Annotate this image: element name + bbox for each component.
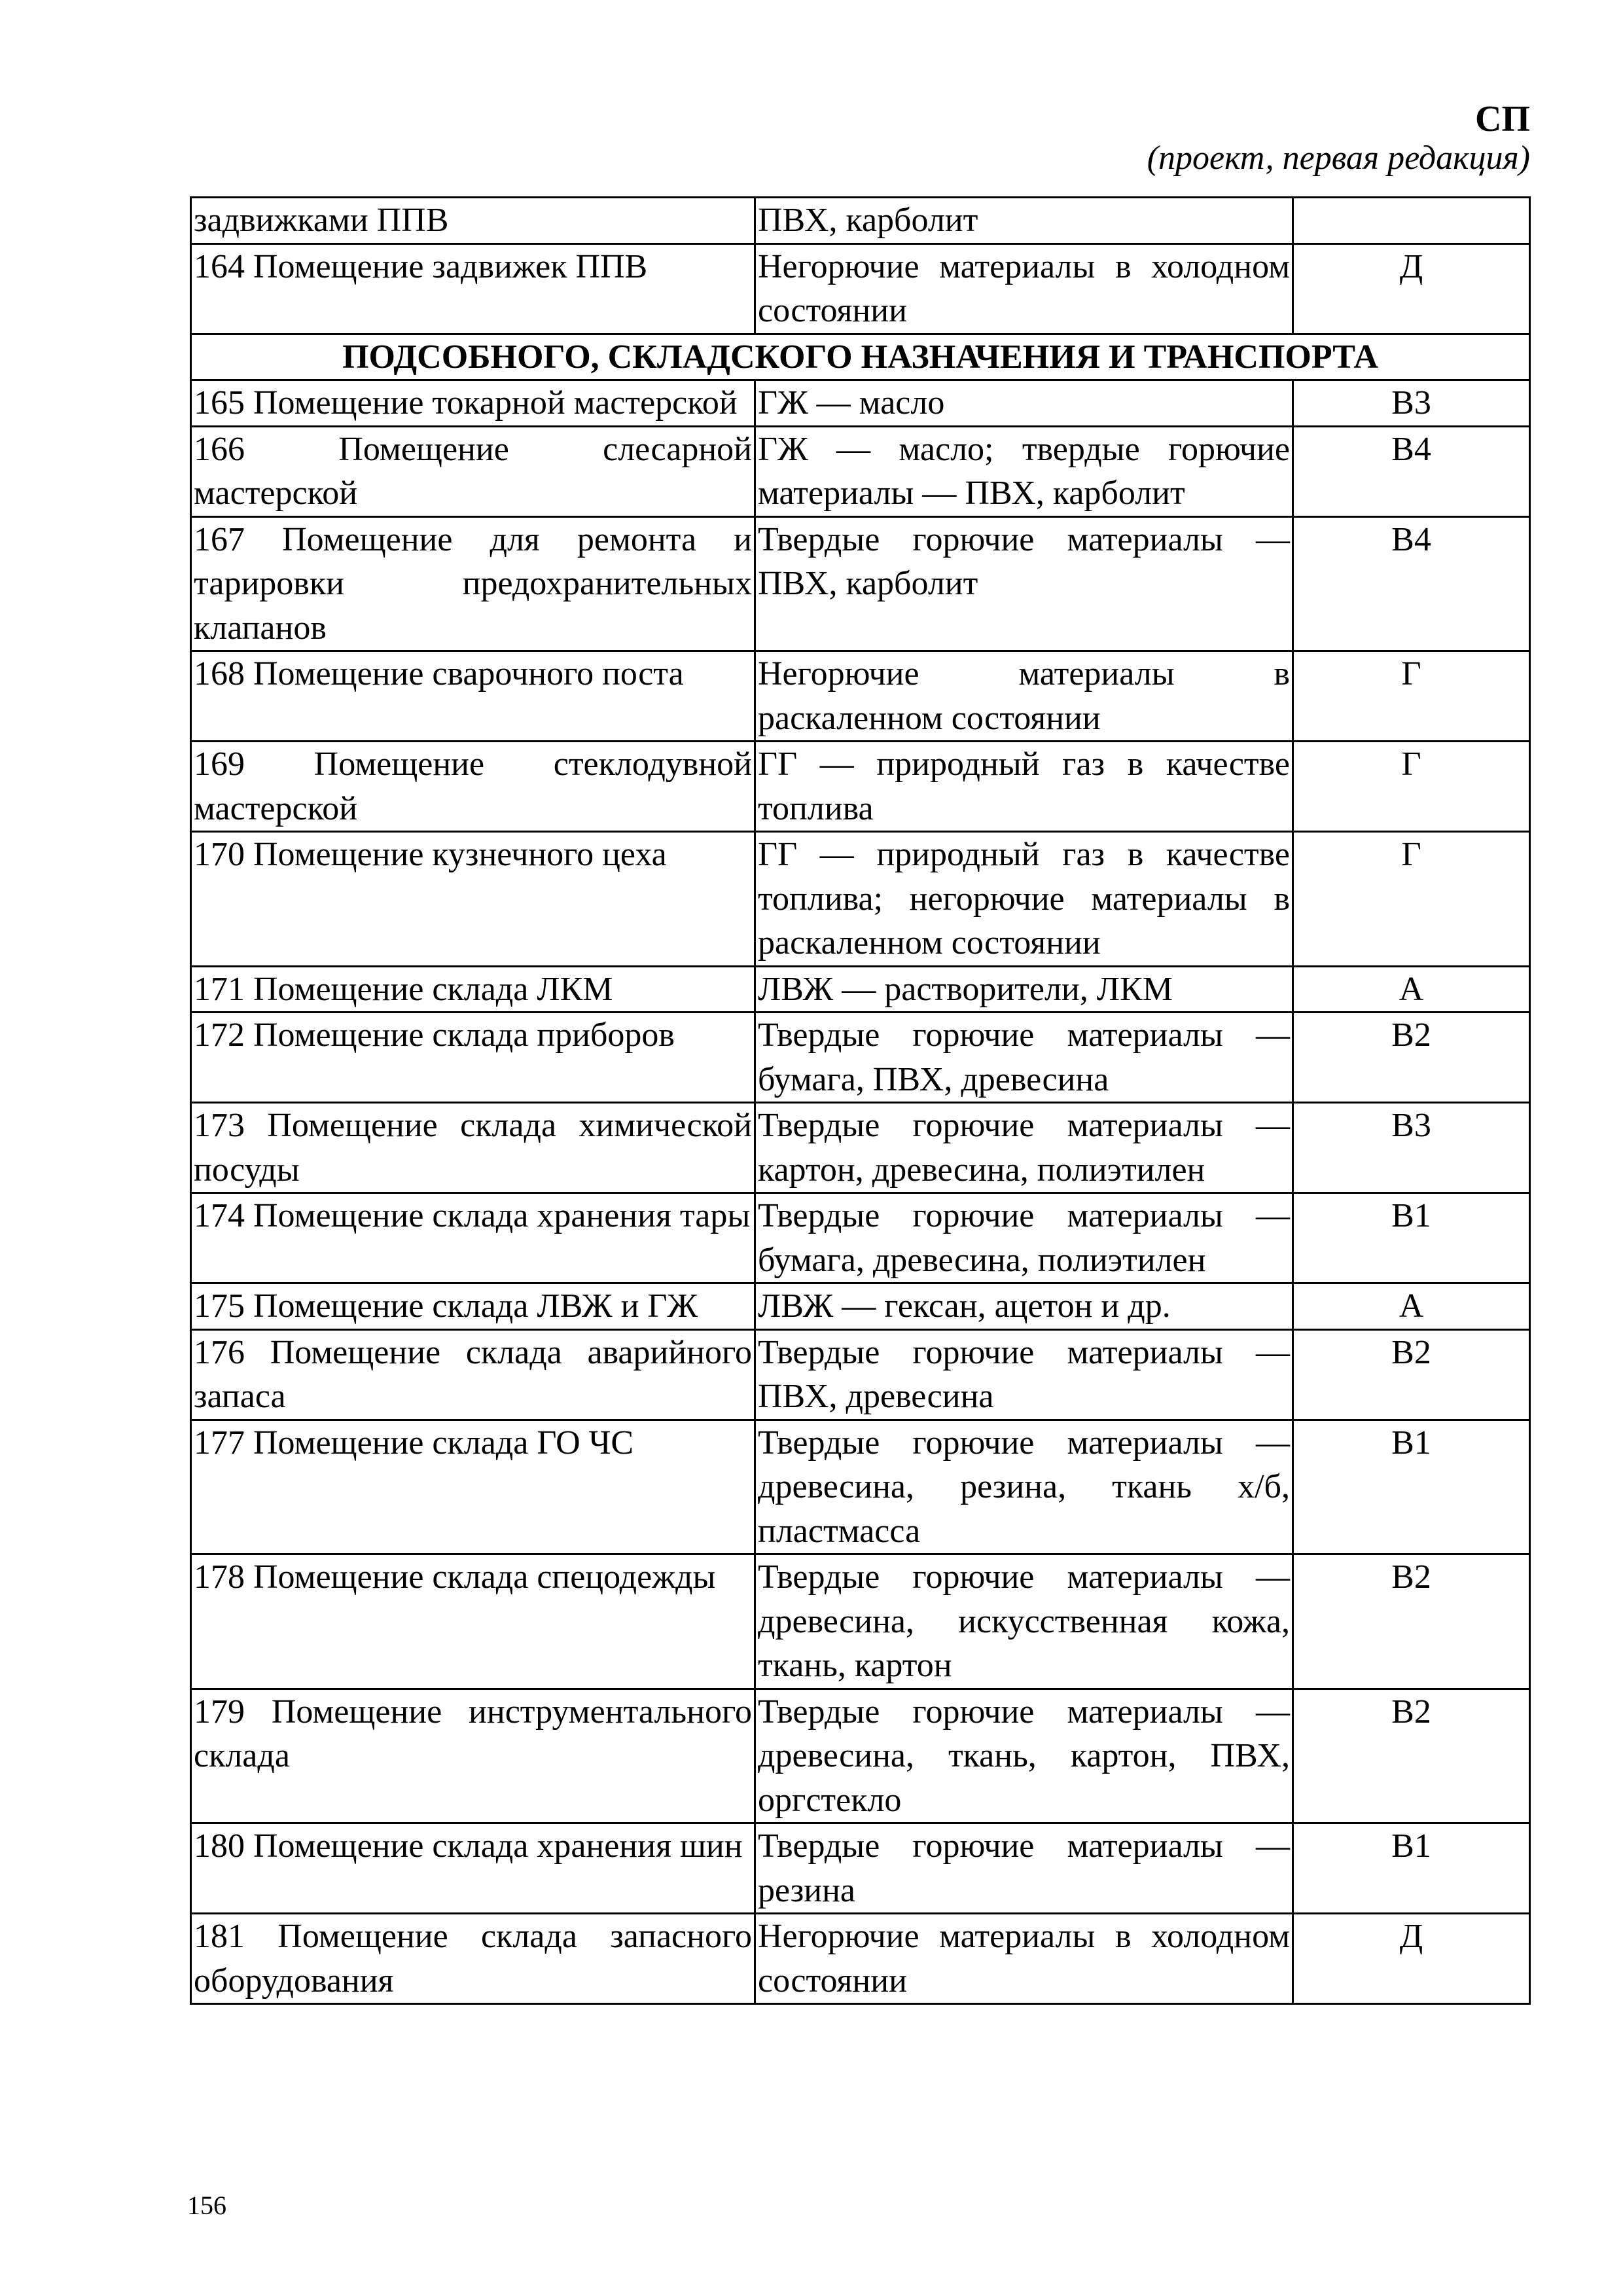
category-cell: Г xyxy=(1293,832,1530,967)
category-cell: В3 xyxy=(1293,380,1530,427)
materials-cell: Твердые горючие материалы — древесина, ткань, картон, ПВХ, оргстекло xyxy=(755,1689,1293,1823)
table-row xyxy=(191,243,1530,334)
category-cell: В2 xyxy=(1293,1689,1530,1823)
table-row xyxy=(191,832,1530,967)
room-name-cell: 177 Помещение склада ГО ЧС xyxy=(191,1420,755,1554)
materials-cell: Негорючие материалы в раскаленном состоянии xyxy=(755,651,1293,742)
room-name-cell: 164 Помещение задвижек ППВ xyxy=(191,243,755,334)
category-cell: В2 xyxy=(1293,1013,1530,1103)
room-name-cell: 173 Помещение склада химической посуды xyxy=(191,1103,755,1193)
section-header-row xyxy=(191,334,1530,380)
category-cell: В3 xyxy=(1293,1103,1530,1193)
materials-cell: ГЖ — масло xyxy=(755,380,1293,427)
table-row xyxy=(191,742,1530,832)
table-row xyxy=(191,1013,1530,1103)
table-row xyxy=(191,380,1530,427)
materials-cell: ГГ — природный газ в качестве топлива; негорючие материалы в раскаленном состоянии xyxy=(755,832,1293,967)
room-name-cell: 176 Помещение склада аварийного запаса xyxy=(191,1329,755,1420)
room-name-cell: 172 Помещение склада приборов xyxy=(191,1013,755,1103)
table-row xyxy=(191,1914,1530,2004)
room-name-cell: 179 Помещение инструментального склада xyxy=(191,1689,755,1823)
materials-cell: ПВХ, карболит xyxy=(755,198,1293,244)
materials-cell: ГЖ — масло; твердые горючие материалы — ПВХ, карболит xyxy=(755,426,1293,516)
materials-cell: Негорючие материалы в холодном состоянии xyxy=(755,243,1293,334)
table-row xyxy=(191,1193,1530,1283)
category-cell: В2 xyxy=(1293,1329,1530,1420)
section-title: ПОДСОБНОГО, СКЛАДСКОГО НАЗНАЧЕНИЯ И ТРАНСПОРТА xyxy=(191,334,1530,380)
table-row xyxy=(191,1329,1530,1420)
category-cell: А xyxy=(1293,1283,1530,1330)
table-row xyxy=(191,426,1530,516)
table-row xyxy=(191,198,1530,244)
table-row xyxy=(191,516,1530,651)
table-row xyxy=(191,651,1530,742)
category-cell: Г xyxy=(1293,651,1530,742)
table-row xyxy=(191,1420,1530,1554)
table-row xyxy=(191,1554,1530,1689)
room-name-cell: 168 Помещение сварочного поста xyxy=(191,651,755,742)
category-cell: В2 xyxy=(1293,1554,1530,1689)
category-cell xyxy=(1293,198,1530,244)
document-edition-note: (проект, первая редакция) xyxy=(1147,139,1530,177)
category-cell: В1 xyxy=(1293,1823,1530,1914)
room-name-cell: 165 Помещение токарной мастерской xyxy=(191,380,755,427)
materials-cell: ЛВЖ — растворители, ЛКМ xyxy=(755,966,1293,1013)
materials-cell: Твердые горючие материалы — ПВХ, карболит xyxy=(755,516,1293,651)
table-row xyxy=(191,966,1530,1013)
category-cell: В4 xyxy=(1293,516,1530,651)
table-row xyxy=(191,1689,1530,1823)
room-name-cell: 181 Помещение склада запасного оборудования xyxy=(191,1914,755,2004)
table-body xyxy=(191,198,1530,2004)
table-row xyxy=(191,1103,1530,1193)
materials-cell: Твердые горючие материалы — картон, древесина, полиэтилен xyxy=(755,1103,1293,1193)
materials-cell: Твердые горючие материалы — бумага, ПВХ, древесина xyxy=(755,1013,1293,1103)
materials-cell: Твердые горючие материалы — бумага, древесина, полиэтилен xyxy=(755,1193,1293,1283)
materials-cell: ГГ — природный газ в качестве топлива xyxy=(755,742,1293,832)
room-name-cell: 171 Помещение склада ЛКМ xyxy=(191,966,755,1013)
materials-cell: Твердые горючие материалы — резина xyxy=(755,1823,1293,1914)
category-cell: Д xyxy=(1293,243,1530,334)
page-number: 156 xyxy=(187,2191,226,2220)
room-name-cell: 167 Помещение для ремонта и тарировки предохранительных клапанов xyxy=(191,516,755,651)
room-name-cell: 170 Помещение кузнечного цеха xyxy=(191,832,755,967)
table-row xyxy=(191,1823,1530,1914)
room-name-cell: 175 Помещение склада ЛВЖ и ГЖ xyxy=(191,1283,755,1330)
room-name-cell: задвижками ППВ xyxy=(191,198,755,244)
materials-cell: Негорючие материалы в холодном состоянии xyxy=(755,1914,1293,2004)
room-name-cell: 169 Помещение стеклодувной мастерской xyxy=(191,742,755,832)
materials-cell: Твердые горючие материалы — древесина, резина, ткань х/б, пластмасса xyxy=(755,1420,1293,1554)
document-code: СП xyxy=(1475,99,1530,139)
category-cell: В1 xyxy=(1293,1420,1530,1554)
category-cell: А xyxy=(1293,966,1530,1013)
category-cell: В1 xyxy=(1293,1193,1530,1283)
materials-cell: Твердые горючие материалы — древесина, искусственная кожа, ткань, картон xyxy=(755,1554,1293,1689)
materials-cell: Твердые горючие материалы — ПВХ, древесина xyxy=(755,1329,1293,1420)
category-cell: В4 xyxy=(1293,426,1530,516)
materials-cell: ЛВЖ — гексан, ацетон и др. xyxy=(755,1283,1293,1330)
room-name-cell: 180 Помещение склада хранения шин xyxy=(191,1823,755,1914)
room-name-cell: 166 Помещение слесарной мастерской xyxy=(191,426,755,516)
room-category-table xyxy=(190,196,1531,2005)
category-cell: Д xyxy=(1293,1914,1530,2004)
table-row xyxy=(191,1283,1530,1330)
category-cell: Г xyxy=(1293,742,1530,832)
room-name-cell: 178 Помещение склада спецодежды xyxy=(191,1554,755,1689)
room-name-cell: 174 Помещение склада хранения тары xyxy=(191,1193,755,1283)
